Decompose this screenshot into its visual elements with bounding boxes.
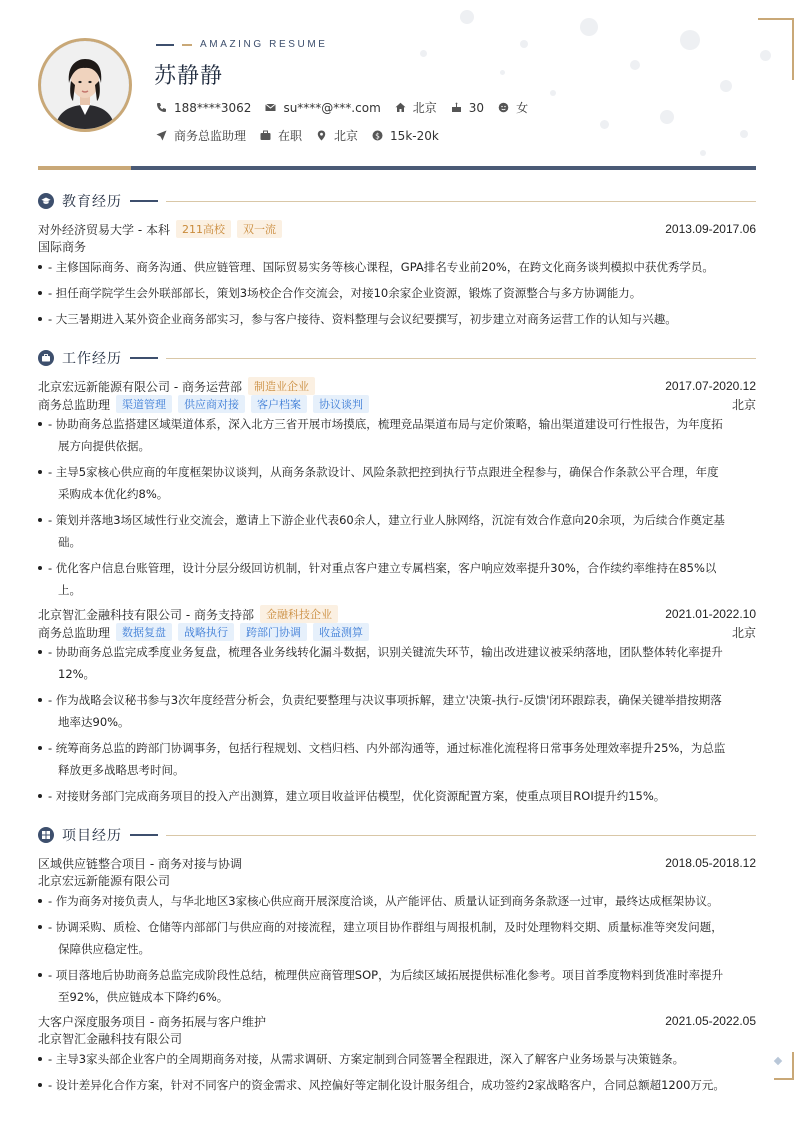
skill-tag: 战略执行 bbox=[178, 623, 234, 641]
bullet-text: - 协助商务总监搭建区域渠道体系，深入北方三省开展市场摸底，梳理竞品渠道布局与定价策略，输出渠道建设可行性报告，为年度拓 bbox=[48, 417, 723, 431]
email-item bbox=[265, 101, 380, 115]
bullet-text: - 担任商学院学生会外联部部长，策划3场校企合作交流会，对接10余家企业资源，锻炼了资源整合与多方协调能力。 bbox=[48, 286, 642, 300]
skill-tag: 客户档案 bbox=[251, 395, 307, 413]
section-title: 工作经历 bbox=[62, 351, 122, 367]
age-item bbox=[451, 101, 484, 115]
gender-item bbox=[498, 99, 528, 116]
job-role: 商务总监助理 bbox=[38, 625, 111, 640]
salary-text: 15k-20k bbox=[390, 128, 439, 143]
project-org: 北京宏远新能源有限公司 bbox=[38, 874, 171, 888]
bullet-text: - 对接财务部门完成商务项目的投入产出测算，建立项目收益评估模型，优化资源配置方案，使重点项目ROI提升约15%。 bbox=[48, 789, 666, 803]
bullet-text-continued: 地率达90%。 bbox=[58, 715, 130, 729]
tagline-text: AMAZING RESUME bbox=[200, 39, 328, 50]
bullet-text: - 统筹商务总监的跨部门协调事务，包括行程规划、文档归档、内外部沟通等，通过标准化流程将日常事务处理效率提升25%，为总监 bbox=[48, 741, 726, 755]
skill-tag: 数据复盘 bbox=[116, 623, 172, 641]
gender-text: 女 bbox=[516, 101, 529, 115]
tagline bbox=[156, 39, 328, 50]
job-city: 北京 bbox=[731, 625, 756, 640]
header-divider-bar bbox=[38, 166, 756, 170]
bullet-text: - 作为战略会议秘书参与3次年度经营分析会，负责纪要整理与决议事项拆解，建立'决策-执行-反馈'闭环跟踪表，确保关键举措按期落 bbox=[48, 693, 722, 707]
briefcase-icon bbox=[38, 350, 54, 366]
bullet-text: - 项目落地后协助商务总监完成阶段性总结，梳理供应商管理SOP，为后续区域拓展提供标准化参考。项目首季度物料到货准时率提升 bbox=[48, 968, 724, 982]
gender-icon bbox=[498, 102, 509, 113]
bullet-text-continued: 至92%，供应链成本下降约6%。 bbox=[58, 990, 229, 1004]
project-name: 区域供应链整合项目 - 商务对接与协调 bbox=[38, 856, 242, 871]
bullet-text-continued: 采购成本优化约8%。 bbox=[58, 487, 169, 501]
industry-tag: 制造业企业 bbox=[248, 377, 315, 395]
company-name: 北京智汇金融科技有限公司 - 商务支持部 bbox=[38, 607, 254, 622]
location-icon bbox=[316, 130, 327, 141]
avatar bbox=[38, 38, 132, 132]
company-name: 北京宏远新能源有限公司 - 商务运营部 bbox=[38, 379, 242, 394]
status-text: 在职 bbox=[278, 129, 303, 143]
section-work-header bbox=[38, 348, 756, 368]
grid-icon bbox=[38, 827, 54, 843]
job-role-row bbox=[38, 395, 756, 413]
list-item bbox=[38, 890, 754, 912]
list-item bbox=[38, 1074, 754, 1096]
industry-tag: 金融科技企业 bbox=[260, 605, 338, 623]
list-item bbox=[38, 785, 754, 807]
bullet-text: - 策划并落地3场区域性行业交流会，邀请上下游企业代表60余人，建立行业人脉网络，沉淀有效合作意向20余项，为后续合作奠定基 bbox=[48, 513, 725, 527]
education-entry-header bbox=[38, 220, 756, 238]
list-item bbox=[38, 256, 754, 278]
bullet-text: - 协助商务总监完成季度业务复盘，梳理各业务线转化漏斗数据，识别关键流失环节，输出改进建议被采纳落地，团队整体转化率提升 bbox=[48, 645, 723, 659]
list-item bbox=[38, 461, 754, 505]
skill-tag: 渠道管理 bbox=[116, 395, 172, 413]
candidate-name: 苏静静 bbox=[154, 64, 224, 89]
coin-icon bbox=[372, 130, 383, 141]
bullet-text-continued: 保障供应稳定性。 bbox=[58, 942, 150, 956]
major: 国际商务 bbox=[38, 240, 87, 254]
cake-icon bbox=[451, 102, 462, 113]
school-name: 对外经济贸易大学 - 本科 bbox=[38, 222, 170, 237]
skill-tag: 跨部门协调 bbox=[240, 623, 307, 641]
target-city-text: 北京 bbox=[334, 129, 359, 143]
list-item bbox=[38, 1048, 754, 1070]
skill-tag: 供应商对接 bbox=[178, 395, 245, 413]
tag-211: 211高校 bbox=[176, 220, 231, 238]
bullet-text: - 主修国际商务、商务沟通、供应链管理、国际贸易实务等核心课程，GPA排名专业前20%，在跨文化商务谈判模拟中获优秀学员。 bbox=[48, 260, 714, 274]
briefcase-icon bbox=[260, 130, 271, 141]
section-projects-header bbox=[38, 825, 756, 845]
list-item bbox=[38, 308, 754, 330]
target-city-item bbox=[316, 127, 358, 144]
job-role: 商务总监助理 bbox=[38, 397, 111, 412]
corner-decoration-top-right bbox=[758, 18, 794, 54]
job-intent-row bbox=[156, 127, 453, 144]
phone-item bbox=[156, 101, 251, 115]
project-date: 2018.05-2018.12 bbox=[665, 856, 756, 870]
background-dot-pattern bbox=[300, 0, 794, 170]
list-item bbox=[38, 641, 754, 685]
svg-text:$: $ bbox=[375, 131, 380, 141]
job-date: 2017.07-2020.12 bbox=[665, 379, 756, 393]
bullet-text: - 大三暑期进入某外资企业商务部实习，参与客户接待、资料整理与会议纪要撰写，初步建立对商务运营工作的认知与兴趣。 bbox=[48, 312, 677, 326]
bullet-text-continued: 础。 bbox=[58, 535, 81, 549]
tag-double-first-class: 双一流 bbox=[237, 220, 282, 238]
bullet-text-continued: 12%。 bbox=[58, 667, 96, 681]
email-text: su****@***.com bbox=[283, 100, 381, 115]
age-text: 30 bbox=[468, 100, 485, 115]
job-entry-header bbox=[38, 605, 756, 623]
skill-tag: 协议谈判 bbox=[313, 395, 369, 413]
send-icon bbox=[156, 130, 167, 141]
home-icon bbox=[395, 102, 406, 113]
list-item bbox=[38, 413, 754, 457]
phone-icon bbox=[156, 102, 167, 113]
job-entry-header bbox=[38, 377, 756, 395]
education-date: 2013.09-2017.06 bbox=[665, 222, 756, 236]
section-title: 教育经历 bbox=[62, 194, 122, 210]
job-city: 北京 bbox=[731, 397, 756, 412]
list-item bbox=[38, 509, 754, 553]
bullet-text-continued: 释放更多战略思考时间。 bbox=[58, 763, 185, 777]
bullet-text: - 设计差异化合作方案，针对不同客户的资金需求、风控偏好等定制化设计服务组合，成功签约2家战略客户，合同总额超1200万元。 bbox=[48, 1078, 725, 1092]
bullet-text: - 主导5家核心供应商的年度框架协议谈判，从商务条款设计、风险条款把控到执行节点跟进全程参与，确保合作条款公平合理，年度 bbox=[48, 465, 719, 479]
mail-icon bbox=[265, 102, 276, 113]
contact-row bbox=[156, 99, 542, 116]
list-item bbox=[38, 689, 754, 733]
project-date: 2021.05-2022.05 bbox=[665, 1014, 756, 1028]
list-item bbox=[38, 557, 754, 601]
list-item bbox=[38, 916, 754, 960]
city-item bbox=[395, 99, 437, 116]
salary-item bbox=[372, 129, 439, 143]
job-target-text: 商务总监助理 bbox=[174, 129, 247, 143]
bullet-text-continued: 展方向提供依据。 bbox=[58, 439, 150, 453]
phone-text: 188****3062 bbox=[174, 100, 252, 115]
list-item bbox=[38, 282, 754, 304]
job-target-item bbox=[156, 127, 246, 144]
status-item bbox=[260, 127, 302, 144]
job-date: 2021.01-2022.10 bbox=[665, 607, 756, 621]
project-entry-header bbox=[38, 1012, 756, 1030]
list-item bbox=[38, 737, 754, 781]
list-item bbox=[38, 964, 754, 1008]
bullet-text-continued: 上。 bbox=[58, 583, 81, 597]
bullet-text: - 优化客户信息台账管理，设计分层分级回访机制，针对重点客户建立专属档案，客户响应效率提升30%，合作续约率维持在85%以 bbox=[48, 561, 717, 575]
section-education-header bbox=[38, 191, 756, 211]
project-org: 北京智汇金融科技有限公司 bbox=[38, 1032, 183, 1046]
skill-tag: 收益测算 bbox=[313, 623, 369, 641]
graduation-cap-icon bbox=[38, 193, 54, 209]
project-entry-header bbox=[38, 854, 756, 872]
project-name: 大客户深度服务项目 - 商务拓展与客户维护 bbox=[38, 1014, 266, 1029]
city-text: 北京 bbox=[412, 101, 437, 115]
section-title: 项目经历 bbox=[62, 828, 122, 844]
job-role-row bbox=[38, 623, 756, 641]
bullet-text: - 主导3家头部企业客户的全周期商务对接，从需求调研、方案定制到合同签署全程跟进，深入了解客户业务场景与决策链条。 bbox=[48, 1052, 685, 1066]
bullet-text: - 作为商务对接负责人，与华北地区3家核心供应商开展深度洽谈，从产能评估、质量认证到商务条款逐一过审，最终达成框架协议。 bbox=[48, 894, 719, 908]
bullet-text: - 协调采购、质检、仓储等内部部门与供应商的对接流程，建立项目协作群组与周报机制，及时处理物料交期、质量标准等突发问题， bbox=[48, 920, 723, 934]
